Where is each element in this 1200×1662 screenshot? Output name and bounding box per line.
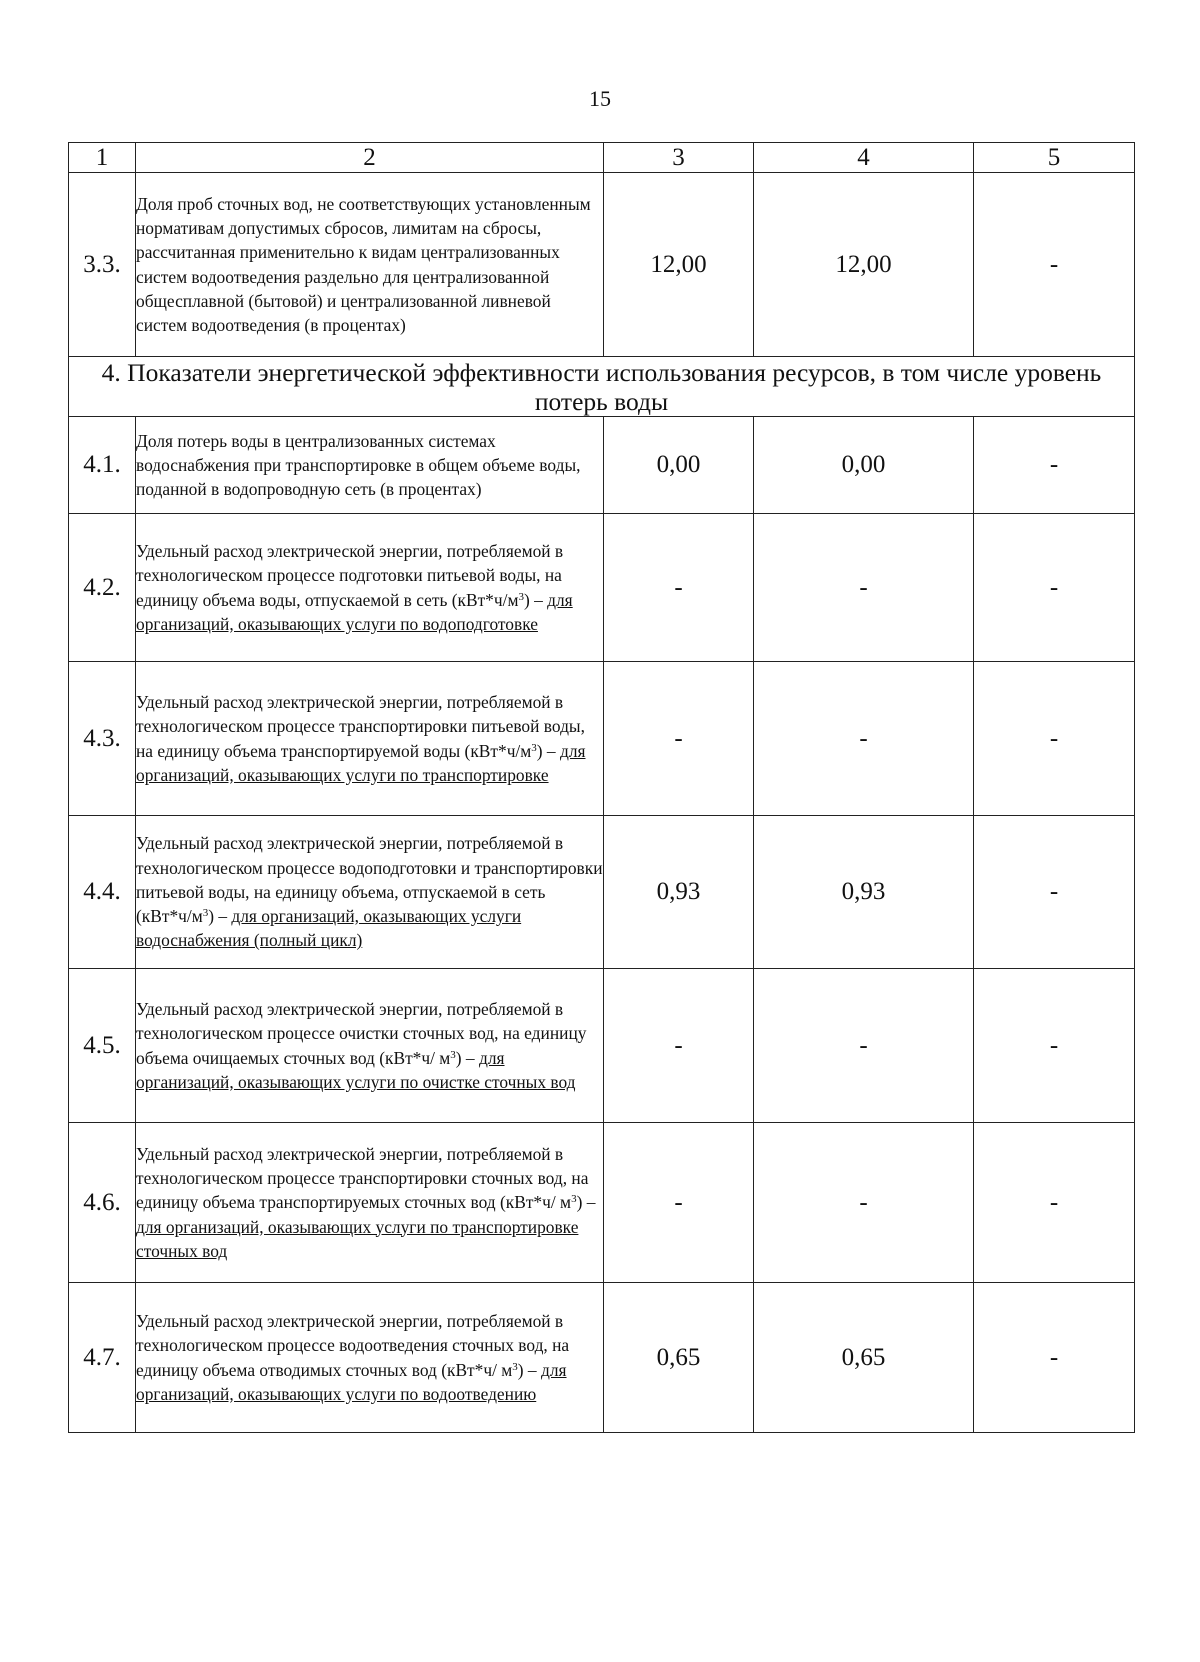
desc-text: ) – <box>536 740 560 761</box>
value-col-3: - <box>604 969 754 1123</box>
desc-text: ) – <box>208 906 232 927</box>
row-number: 4.5. <box>69 969 136 1123</box>
desc-text: Удельный расход электрической энергии, потребляемой в технологическом процессе транспортировки питьевой воды, на единицу объема транспортируемой воды (кВт*ч/м <box>136 692 585 761</box>
desc-underlined: для организаций, оказывающих услуги по водоподготовке <box>136 589 573 634</box>
row-number: 3.3. <box>69 173 136 357</box>
superscript: 3 <box>531 741 537 754</box>
header-cell: 3 <box>604 143 754 173</box>
row-description <box>136 816 604 969</box>
header-cell: 4 <box>754 143 974 173</box>
header-cell: 2 <box>136 143 604 173</box>
table-row <box>69 417 1135 514</box>
value-col-5: - <box>974 1123 1135 1283</box>
row-number: 4.2. <box>69 514 136 662</box>
table-row <box>69 1123 1135 1283</box>
value-col-5: - <box>974 417 1135 514</box>
desc-underlined: для организаций, оказывающих услуги по водоотведению <box>136 1359 567 1404</box>
desc-text: Удельный расход электрической энергии, потребляемой в технологическом процессе водоподготовки и транспортировки питьевой воды, на единицу объема, отпускаемой в сеть (кВт*ч/м <box>136 833 603 927</box>
superscript: 3 <box>450 1048 456 1061</box>
table-row <box>69 816 1135 969</box>
desc-underlined: для организаций, оказывающих услуги по транспортировке сточных вод <box>136 1216 579 1261</box>
value-col-4: - <box>754 969 974 1123</box>
value-col-4: 0,65 <box>754 1283 974 1433</box>
value-col-4: - <box>754 514 974 662</box>
table-header-row <box>69 143 1135 173</box>
value-col-5: - <box>974 514 1135 662</box>
row-number: 4.4. <box>69 816 136 969</box>
table-row <box>69 1283 1135 1433</box>
desc-underlined: для организаций, оказывающих услуги по очистке сточных вод <box>136 1047 576 1092</box>
table-row <box>69 514 1135 662</box>
desc-text: ) – <box>576 1192 596 1213</box>
value-col-5: - <box>974 173 1135 357</box>
value-col-5: - <box>974 662 1135 816</box>
indicators-table <box>68 142 1135 1433</box>
superscript: 3 <box>512 1360 518 1373</box>
superscript: 3 <box>202 907 209 920</box>
value-col-3: 12,00 <box>604 173 754 357</box>
value-col-3: - <box>604 1123 754 1283</box>
row-description: Доля проб сточных вод, не соответствующих установленным нормативам допустимых сбросов, лимитам на сбросы, рассчитанная применительно к видам централизованных систем водоотведения раздельно для централизованной общесплавной (бытовой) и централизованной ливневой систем водоотведения (в процентах) <box>136 173 604 357</box>
value-col-4: 12,00 <box>754 173 974 357</box>
row-number: 4.1. <box>69 417 136 514</box>
header-cell: 5 <box>974 143 1135 173</box>
value-col-3: 0,00 <box>604 417 754 514</box>
desc-text: Удельный расход электрической энергии, потребляемой в технологическом процессе водоотведения сточных вод, на единицу объема отводимых сточных вод (кВт*ч/ м <box>136 1311 570 1380</box>
desc-text: Удельный расход электрической энергии, потребляемой в технологическом процессе транспортировки сточных вод, на единицу объема транспортируемых сточных вод (кВт*ч/ м <box>136 1143 589 1213</box>
page-number: 15 <box>589 86 611 111</box>
table-row <box>69 969 1135 1123</box>
header-cell: 1 <box>69 143 136 173</box>
desc-underlined: для организаций, оказывающих услуги водоснабжения (полный цикл) <box>136 906 522 951</box>
value-col-4: - <box>754 662 974 816</box>
value-col-5: - <box>974 1283 1135 1433</box>
table-row <box>69 173 1135 357</box>
row-number: 4.6. <box>69 1123 136 1283</box>
value-col-4: - <box>754 1123 974 1283</box>
value-col-3: - <box>604 514 754 662</box>
table-row <box>69 662 1135 816</box>
value-col-3: - <box>604 662 754 816</box>
row-description: Доля потерь воды в централизованных системах водоснабжения при транспортировке в общем объеме воды, поданной в водопроводную сеть (в процентах) <box>136 417 604 514</box>
value-col-3: 0,65 <box>604 1283 754 1433</box>
value-col-5: - <box>974 969 1135 1123</box>
superscript: 3 <box>571 1193 577 1206</box>
row-description <box>136 514 604 662</box>
desc-underlined: для организаций, оказывающих услуги по транспортировке <box>136 740 586 785</box>
row-description <box>136 1283 604 1433</box>
desc-text: Удельный расход электрической энергии, потребляемой в технологическом процессе очистки сточных вод, на единицу объема очищаемых сточных вод (кВт*ч/ м <box>136 999 587 1068</box>
row-description <box>136 662 604 816</box>
row-description <box>136 969 604 1123</box>
value-col-4: 0,00 <box>754 417 974 514</box>
desc-text: ) – <box>517 1359 541 1380</box>
desc-text: ) – <box>455 1047 479 1068</box>
desc-text: Удельный расход электрической энергии, потребляемой в технологическом процессе подготовки питьевой воды, на единицу объема воды, отпускаемой в сеть (кВт*ч/м <box>136 541 564 610</box>
value-col-3: 0,93 <box>604 816 754 969</box>
desc-text: ) – <box>523 589 548 610</box>
row-number: 4.7. <box>69 1283 136 1433</box>
value-col-4: 0,93 <box>754 816 974 969</box>
superscript: 3 <box>518 590 524 603</box>
section-row <box>69 357 1135 417</box>
row-number: 4.3. <box>69 662 136 816</box>
section-title: 4. Показатели энергетической эффективности использования ресурсов, в том числе уровень потерь воды <box>69 357 1135 417</box>
row-description <box>136 1123 604 1283</box>
value-col-5: - <box>974 816 1135 969</box>
